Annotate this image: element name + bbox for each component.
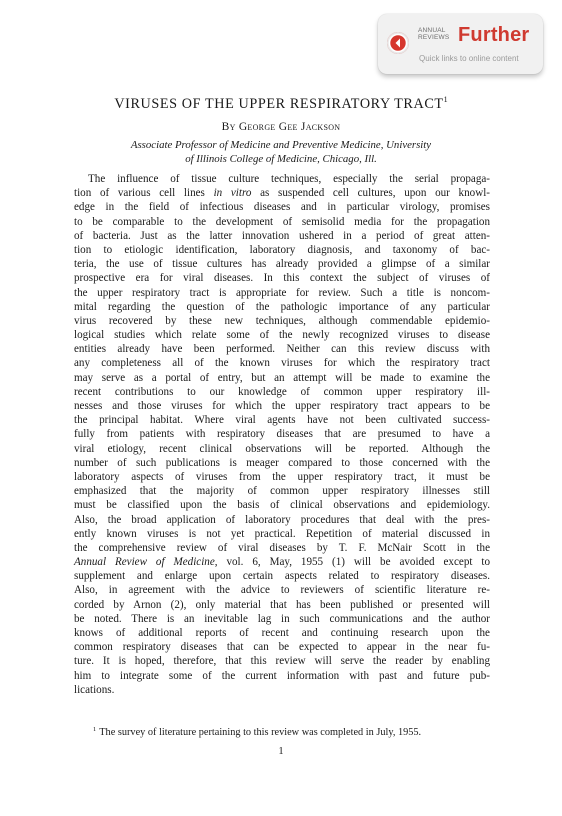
body-line: of bacteria. Just as the latter innovation ushered in a period of great atten- [74,229,490,242]
affiliation-line: Associate Professor of Medicine and Preventive Medicine, University [130,139,432,151]
play-arrow-icon [387,32,409,54]
body-line: the principal habitat. Where viral agents have not been cultivated success- [74,414,490,427]
publisher-name [418,27,449,41]
body-line: mital regarding the question of the pathologic importance of any particular [74,300,490,313]
body-line: tion to etiologic identification, laboratory diagnosis, and taxonomy of bac- [74,243,490,256]
body-line: virus recovered by these new techniques, although commendable epidemio- [74,314,490,327]
body-line: common respiratory diseases that can be expected to appear in the near fu- [74,641,490,654]
body-line: logical studies which relate some of the newly recognized viruses to disease [74,329,490,342]
body-line: Also, in agreement with the advice to reviewers of scientific literature re- [74,584,490,597]
body-line: viral etiology, recent clinical observations will be reported. Although the [74,442,490,455]
body-line: laboratory aspects of viruses from the upper respiratory tract, it must be [74,470,490,483]
body-line: knows of additional reports of recent and continuing research upon the [74,627,490,639]
body-line: ently known viruses is not yet practical. Repetition of material discussed in [74,527,490,540]
body-line: Annual Review of Medicine, vol. 6, May, 1955 (1) will be avoided except to [74,556,491,569]
body-line: nesses and those viruses for which the upper respiratory tract appears to be [74,400,490,412]
body-line: the comprehensive review of viral diseases by T. F. McNair Scott in the [74,541,490,554]
body-line: teria, the use of tissue cultures has already provided a glimpse of a similar [74,258,490,271]
footnote-text: The survey of literature pertaining to this review was completed in July, 1955. [99,727,422,738]
body-line: tion of various cell lines in vitro as suspended cell cultures, upon our knowl- [74,187,490,200]
body-line: him to integrate some of the current information with past and future pub- [74,669,490,682]
author-affiliation [0,138,562,166]
body-line: any completeness all of the known viruses for which the respiratory tract [74,357,490,370]
body-line: supplement and enlarge upon certain aspects related to respiratory diseases. [74,570,490,583]
further-link-badge[interactable] [378,14,543,74]
body-line: fully from patients with respiratory diseases that are presumed to have a [74,428,490,441]
body-line: to be comparable to the development of semisolid media for the propagation [74,215,490,228]
body-line: lications. [74,683,115,696]
body-line: prospective era for viral diseases. In this context the subject of viruses of [74,272,490,285]
further-brand-label: Further [458,24,530,46]
body-line: must be classified upon the basis of clinical observations and epidemiology. [74,499,490,512]
footnote-mark: 1 [93,726,97,733]
further-tagline: Quick links to online content [419,54,519,63]
publisher-name-annual: ANNUAL [418,27,446,34]
author-byline: By George Gee Jackson [221,121,341,133]
body-line: emphasized that the majority of common upper respiratory illnesses still [74,485,490,498]
page-number: 1 [278,746,284,757]
body-line: number of such publications is meager compared to those concerned with the [74,456,490,469]
body-line: ture. It is hoped, therefore, that this review will serve the reader by enabling [74,655,490,668]
body-line: recent contributions to our knowledge of common upper respiratory ill- [74,385,490,398]
body-line: entities already have been performed. Neither can this review discuss with [74,343,490,356]
body-line: corded by Arnon (2), only material that has been published or presented will [74,598,490,611]
publisher-name-reviews: REVIEWS [418,34,450,41]
body-line: be noted. There is an inevitable lag in such communications and the author [74,612,490,625]
body-line: Also, the broad application of laboratory procedures that deal with the pres- [74,513,490,526]
title-footnote-mark[interactable]: 1 [443,95,448,104]
footnote [93,726,421,738]
article-body-paragraph [74,172,490,697]
affiliation-line: of Illinois College of Medicine, Chicago, Ill. [185,153,377,165]
body-line: edge in the field of infectious diseases and in particular virology, promises [74,201,490,214]
article-title-text: VIRUSES OF THE UPPER RESPIRATORY TRACT [114,96,444,112]
article-title [0,95,562,113]
body-line: the upper respiratory tract is appropriate for review. Such a title is noncom- [74,286,490,299]
body-line: The influence of tissue culture techniques, especially the serial propaga- [88,173,490,185]
body-line: may serve as a portal of entry, but an attempt will be made to examine the [74,371,490,384]
